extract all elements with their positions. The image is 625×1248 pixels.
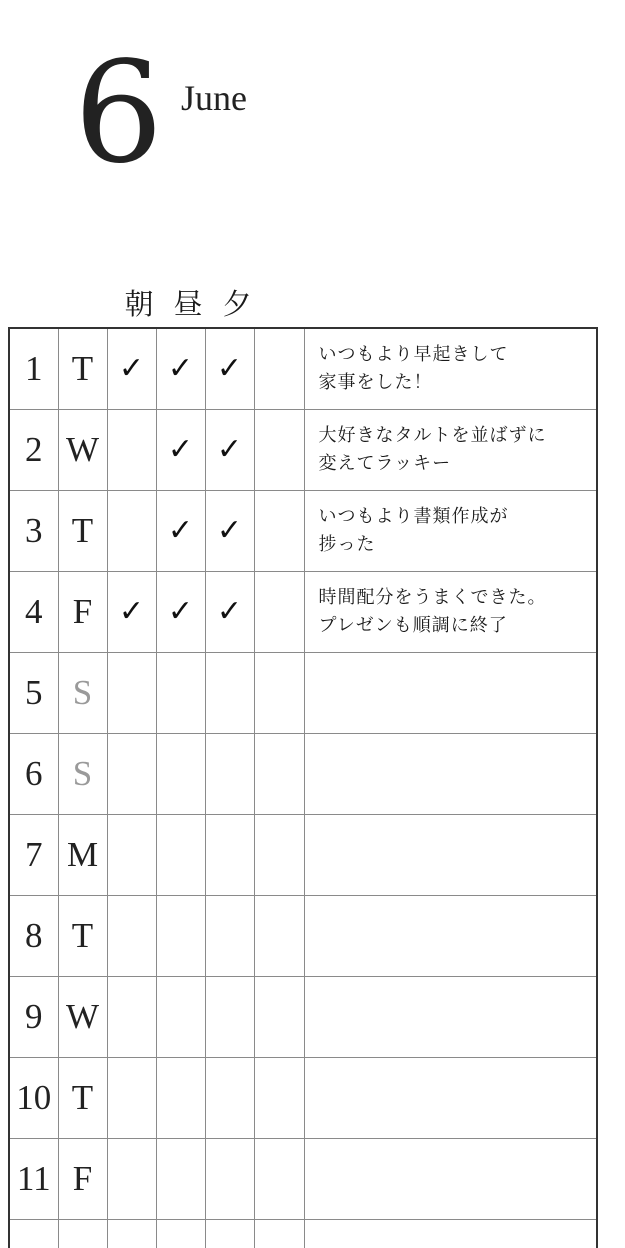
extra-cell[interactable] (254, 976, 304, 1057)
day-row (9, 409, 597, 490)
breakfast-check-cell[interactable] (107, 490, 156, 571)
day-number: 8 (9, 895, 58, 976)
meal-header-lunch: 昼 (173, 287, 203, 321)
note-cell[interactable] (304, 652, 597, 733)
note-cell[interactable] (304, 814, 597, 895)
note-text: 大好きなタルトを並ばずに 変えてラッキー (318, 424, 547, 474)
breakfast-check-cell[interactable] (107, 976, 156, 1057)
extra-cell[interactable] (254, 652, 304, 733)
day-number: 11 (9, 1138, 58, 1219)
extra-cell[interactable] (254, 814, 304, 895)
weekday-letter: W (58, 976, 107, 1057)
day-row (9, 895, 597, 976)
extra-cell[interactable] (254, 490, 304, 571)
weekday-letter: T (58, 328, 107, 409)
dinner-check-cell[interactable]: ✓ (205, 490, 254, 571)
month-name: June (181, 78, 247, 118)
day-row (9, 976, 597, 1057)
day-row (9, 328, 597, 409)
lunch-check-cell[interactable] (156, 976, 205, 1057)
weekday-letter: S (58, 652, 107, 733)
dinner-check-cell[interactable] (205, 814, 254, 895)
breakfast-check-cell[interactable] (107, 1138, 156, 1219)
breakfast-check-cell[interactable] (107, 409, 156, 490)
note-cell[interactable] (304, 328, 597, 409)
weekday-letter: T (58, 895, 107, 976)
day-number: 10 (9, 1057, 58, 1138)
note-text (319, 896, 597, 908)
day-number: 9 (9, 976, 58, 1057)
lunch-check-cell[interactable] (156, 895, 205, 976)
lunch-check-cell[interactable]: ✓ (156, 571, 205, 652)
note-cell[interactable] (304, 895, 597, 976)
note-cell[interactable] (304, 733, 597, 814)
empty-grid-cell (9, 1219, 58, 1248)
extra-cell[interactable] (254, 328, 304, 409)
lunch-check-cell[interactable]: ✓ (156, 328, 205, 409)
note-text (319, 1058, 597, 1070)
extra-cell[interactable] (254, 1138, 304, 1219)
extra-cell[interactable] (254, 571, 304, 652)
weekday-letter: W (58, 409, 107, 490)
note-cell[interactable] (304, 1138, 597, 1219)
lunch-check-cell[interactable] (156, 1057, 205, 1138)
dinner-check-cell[interactable] (205, 652, 254, 733)
lunch-check-cell[interactable] (156, 652, 205, 733)
weekday-letter: F (58, 571, 107, 652)
note-text (319, 734, 597, 746)
note-cell[interactable] (304, 490, 597, 571)
lunch-check-cell[interactable] (156, 1138, 205, 1219)
note-cell[interactable] (304, 976, 597, 1057)
day-number: 5 (9, 652, 58, 733)
day-row (9, 814, 597, 895)
breakfast-check-cell[interactable]: ✓ (107, 571, 156, 652)
day-number: 1 (9, 328, 58, 409)
meal-header-breakfast: 朝 (124, 287, 154, 321)
empty-grid-cell (107, 1219, 156, 1248)
dinner-check-cell[interactable]: ✓ (205, 328, 254, 409)
day-row (9, 1138, 597, 1219)
empty-grid-cell (205, 1219, 254, 1248)
note-text (319, 815, 597, 827)
day-row-partial (9, 1219, 597, 1248)
note-text: いつもより早起きして 家事をした！ (318, 344, 509, 393)
day-row (9, 733, 597, 814)
day-number: 6 (9, 733, 58, 814)
extra-cell[interactable] (254, 733, 304, 814)
weekday-letter: F (58, 1138, 107, 1219)
breakfast-check-cell[interactable] (107, 814, 156, 895)
empty-grid-cell (254, 1219, 304, 1248)
weekday-letter: T (58, 490, 107, 571)
empty-grid-cell (304, 1219, 597, 1248)
breakfast-check-cell[interactable] (107, 895, 156, 976)
note-text: いつもより書類作成が 捗った (318, 505, 509, 555)
day-row (9, 571, 597, 652)
lunch-check-cell[interactable] (156, 733, 205, 814)
empty-grid-cell (156, 1219, 205, 1248)
lunch-check-cell[interactable]: ✓ (156, 490, 205, 571)
lunch-check-cell[interactable] (156, 814, 205, 895)
extra-cell[interactable] (254, 409, 304, 490)
day-row (9, 652, 597, 733)
weekday-letter: M (58, 814, 107, 895)
month-number: 6 (74, 32, 160, 195)
dinner-check-cell[interactable] (205, 895, 254, 976)
weekday-letter: T (58, 1057, 107, 1138)
note-text: 時間配分をうまくできた。 プレゼンも順調に終了 (318, 586, 547, 636)
day-number: 3 (9, 490, 58, 571)
day-number: 4 (9, 571, 58, 652)
breakfast-check-cell[interactable]: ✓ (107, 328, 156, 409)
daily-log-table (8, 327, 598, 1248)
daily-log-body (9, 328, 597, 1248)
day-number: 7 (9, 814, 58, 895)
breakfast-check-cell[interactable] (107, 1057, 156, 1138)
breakfast-check-cell[interactable] (107, 733, 156, 814)
note-cell[interactable] (304, 571, 597, 652)
note-text (319, 1139, 597, 1151)
note-text (319, 977, 597, 989)
note-cell[interactable] (304, 1057, 597, 1138)
extra-cell[interactable] (254, 1057, 304, 1138)
day-number: 2 (9, 409, 58, 490)
lunch-check-cell[interactable]: ✓ (156, 409, 205, 490)
dinner-check-cell[interactable] (205, 1057, 254, 1138)
meal-header-dinner: 夕 (222, 287, 252, 321)
empty-grid-cell (58, 1219, 107, 1248)
dinner-check-cell[interactable]: ✓ (205, 571, 254, 652)
day-row (9, 1057, 597, 1138)
dinner-check-cell[interactable]: ✓ (205, 409, 254, 490)
dinner-check-cell[interactable] (205, 1138, 254, 1219)
dinner-check-cell[interactable] (205, 733, 254, 814)
weekday-letter: S (58, 733, 107, 814)
dinner-check-cell[interactable] (205, 976, 254, 1057)
day-row (9, 490, 597, 571)
note-cell[interactable] (304, 409, 597, 490)
note-text (319, 653, 597, 665)
breakfast-check-cell[interactable] (107, 652, 156, 733)
extra-cell[interactable] (254, 895, 304, 976)
